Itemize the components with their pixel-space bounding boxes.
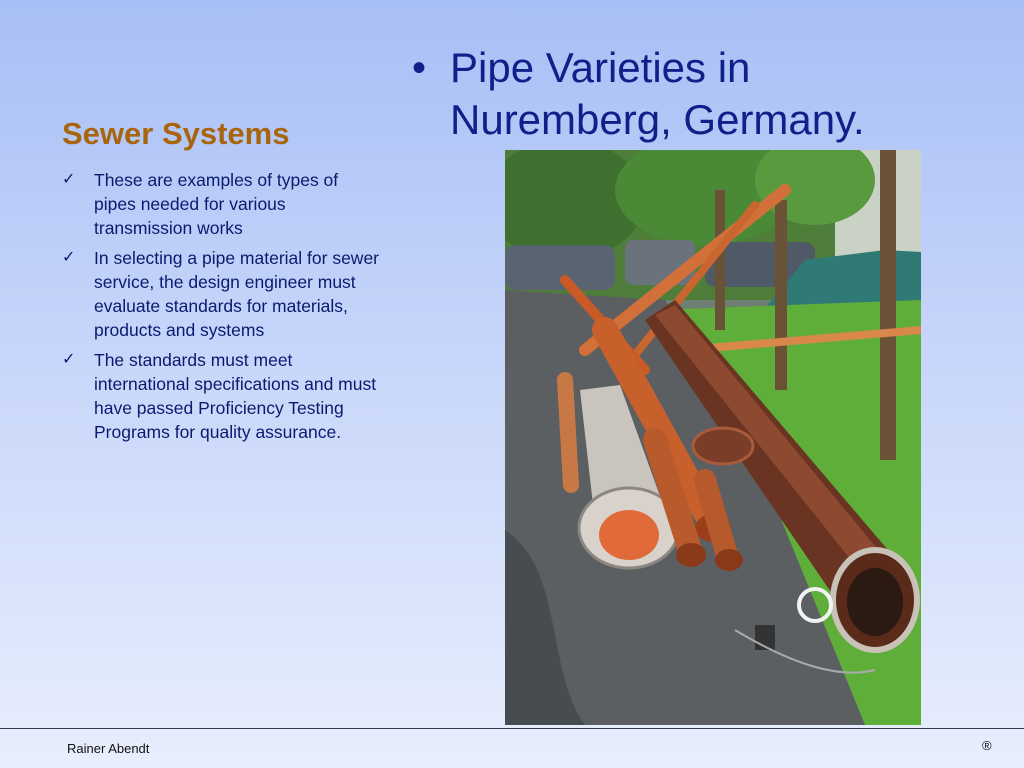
bullet-item — [62, 348, 380, 444]
bullet-item — [62, 246, 380, 342]
bullet-item — [62, 168, 380, 240]
checkmark-icon: ✓ — [62, 351, 76, 368]
checkmark-icon: ✓ — [62, 171, 76, 188]
photo-illustration — [505, 150, 921, 725]
caption-text: Pipe Varieties in Nuremberg, Germany. — [450, 44, 865, 143]
bullet-text: In selecting a pipe material for sewer service, the design engineer must evaluate standards for materials, products and systems — [94, 248, 379, 340]
checkmark-icon: ✓ — [62, 249, 76, 266]
bullet-text: These are examples of types of pipes needed for various transmission works — [94, 170, 339, 238]
footer-divider — [0, 728, 1024, 729]
bullet-text: The standards must meet international specifications and must have passed Proficiency Testing Programs for quality assurance. — [94, 350, 377, 442]
bullet-list — [62, 168, 380, 450]
photo-caption — [412, 42, 972, 146]
caption-bullet: • — [412, 46, 427, 90]
registered-mark: ® — [982, 738, 992, 753]
footer-author: Rainer Abendt — [67, 741, 150, 756]
sewer-pipes-photo — [505, 150, 921, 725]
slide-title: Sewer Systems — [62, 116, 290, 151]
